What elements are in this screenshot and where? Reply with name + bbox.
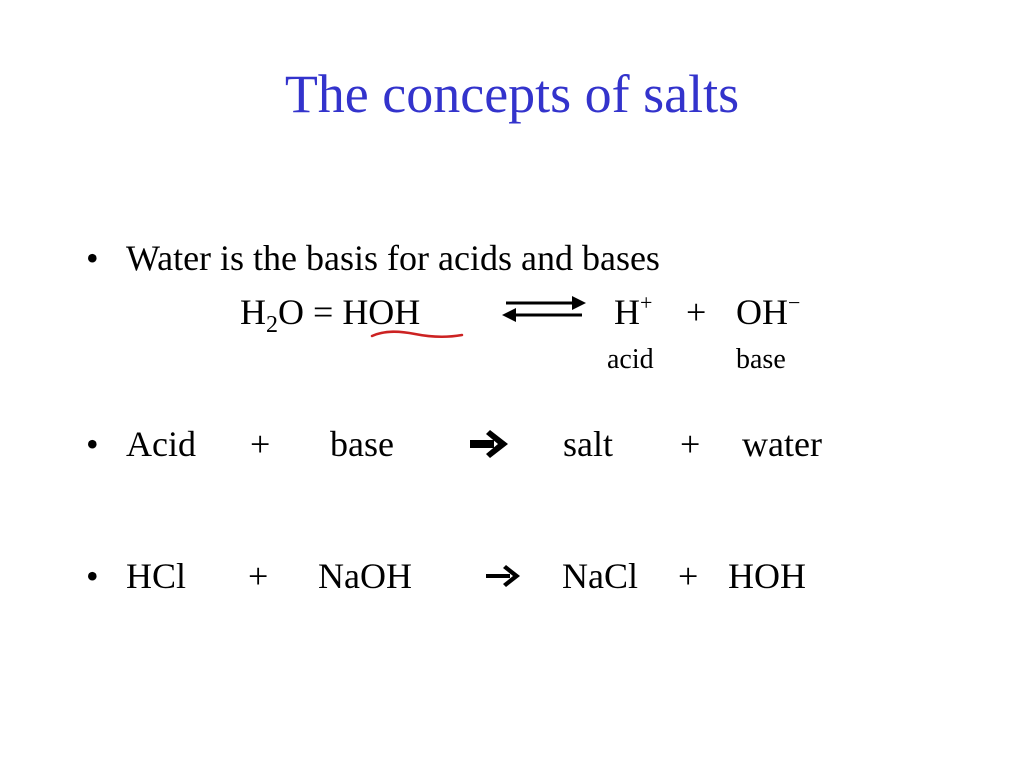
bullet-marker: • — [86, 556, 99, 596]
plus-sign: + — [250, 424, 271, 464]
equilibrium-arrows-icon — [500, 294, 588, 324]
plus-sign: + — [680, 424, 701, 464]
base-term: base — [330, 424, 394, 464]
subscript-2: 2 — [266, 312, 278, 338]
salt-term: salt — [563, 424, 613, 464]
water-term: water — [742, 424, 822, 464]
hoh-term: HOH — [728, 556, 806, 596]
bold-right-arrow-icon — [470, 428, 510, 460]
bullet-marker: • — [86, 238, 99, 278]
hcl-term: HCl — [126, 556, 187, 596]
right-arrow-icon — [486, 562, 522, 590]
plus-sign: + — [248, 556, 269, 596]
naoh-term: NaOH — [318, 556, 412, 596]
water-formula: $H_2O$ = HOH — [240, 292, 421, 338]
hand-underline-mark — [370, 328, 465, 342]
hydroxide-ion: OH− — [736, 290, 801, 332]
hydrogen-ion: H+ — [614, 290, 653, 332]
acid-label: acid — [607, 344, 654, 375]
nacl-term: NaCl — [562, 556, 638, 596]
slide-title: The concepts of salts — [284, 64, 740, 124]
base-label: base — [736, 344, 786, 375]
plus-sign: + — [678, 556, 699, 596]
plus-sign: + — [686, 292, 707, 332]
hoh-underlined: HOH — [342, 292, 421, 332]
acid-term: Acid — [126, 424, 196, 464]
bullet-1-text: Water is the basis for acids and bases — [126, 238, 660, 278]
bullet-marker: • — [86, 424, 99, 464]
